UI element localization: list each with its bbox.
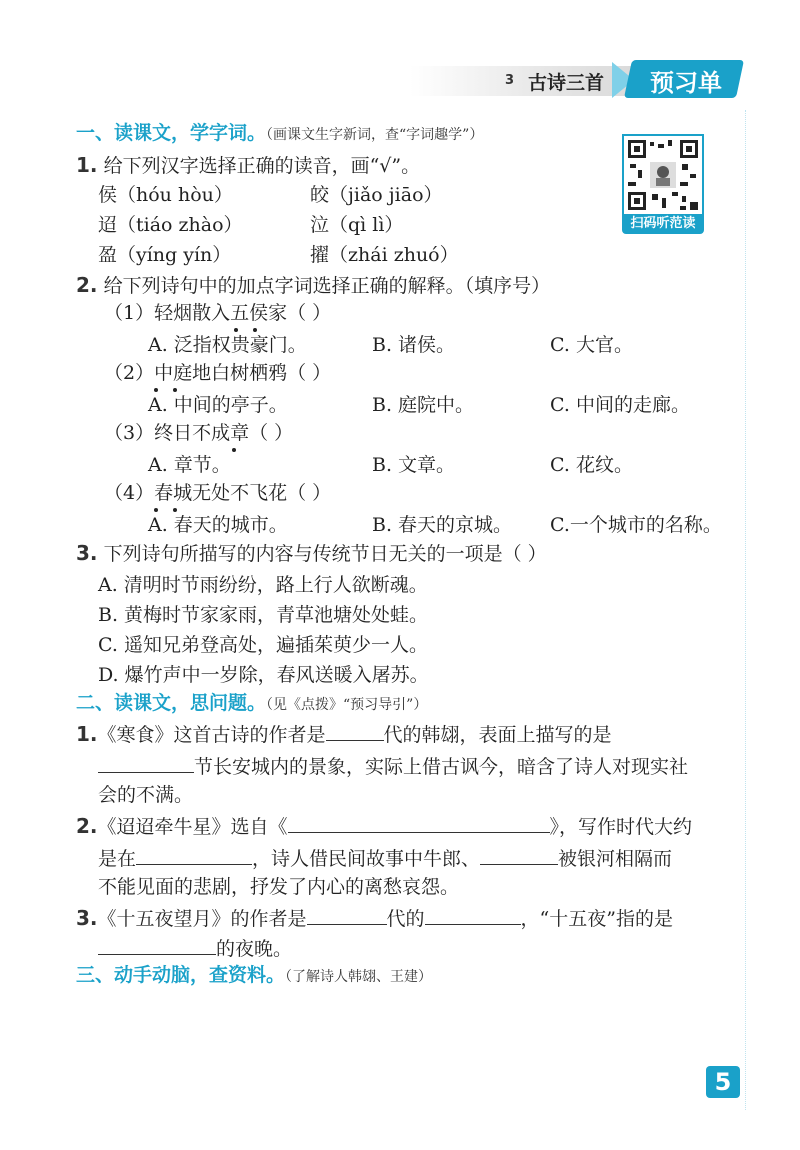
- r2-text: ，诗人借民间故事中牛郎、: [252, 848, 481, 870]
- answer-blank[interactable]: [307, 904, 387, 925]
- q2-option[interactable]: C. 花纹。: [550, 454, 633, 476]
- q1-number: 1.: [76, 153, 98, 177]
- q1-item[interactable]: 侯（hóu hòu）: [98, 184, 233, 206]
- page-number: 5: [706, 1066, 740, 1098]
- q3-line: [76, 540, 547, 567]
- section-2-heading: [76, 690, 427, 718]
- preview-tag-label: 预习单: [650, 69, 722, 97]
- answer-blank[interactable]: [425, 904, 521, 925]
- section-2-note: （见《点拨》“预习导引”）: [266, 697, 428, 713]
- lesson-number: 3: [505, 73, 515, 88]
- q1-item[interactable]: 盈（yíng yín）: [98, 244, 232, 266]
- r1-text: 代的韩翃，表面上描写的是: [383, 724, 612, 746]
- answer-blank[interactable]: [288, 812, 550, 833]
- section-1-note: （画课文生字新词，查“字词趣学”）: [266, 127, 484, 143]
- section-1-heading: [76, 120, 483, 148]
- r2-line-2: [98, 844, 672, 872]
- section-3-heading: [76, 962, 432, 990]
- r3-text: ，“十五夜”指的是: [520, 908, 673, 930]
- r2-text: 》，写作时代大约: [549, 816, 693, 838]
- q2-stem[interactable]: （2）中庭地白树栖鸦（ ）: [104, 362, 332, 384]
- r1-text: 节长安城内的景象，实际上借古讽今，暗含了诗人对现实社: [194, 756, 689, 778]
- r1-line-3: 会的不满。: [98, 784, 194, 806]
- q3-number: 3.: [76, 541, 98, 565]
- r1-text: 《寒食》这首古诗的作者是: [97, 724, 326, 746]
- q2-option[interactable]: A. 春天的城市。: [148, 514, 288, 536]
- qr-label[interactable]: 扫码听范读: [622, 214, 704, 234]
- q2-option[interactable]: B. 春天的京城。: [372, 514, 513, 536]
- q2-option[interactable]: A. 中间的亭子。: [148, 394, 288, 416]
- answer-blank[interactable]: [98, 934, 216, 955]
- answer-blank[interactable]: [326, 720, 384, 741]
- r2-number: 2.: [76, 814, 98, 838]
- r3-line-2: [98, 934, 292, 962]
- q2-option[interactable]: C. 中间的走廊。: [550, 394, 690, 416]
- q2-option[interactable]: B. 诸侯。: [372, 334, 456, 356]
- qr-code[interactable]: [622, 134, 704, 216]
- q2-option[interactable]: A. 泛指权贵豪门。: [148, 334, 307, 356]
- q2-line: [76, 272, 550, 299]
- section-2-title: 二、读课文，思问题。: [76, 692, 267, 714]
- r2-line-3: 不能见面的悲剧，抒发了内心的离愁哀怨。: [98, 876, 460, 898]
- answer-blank[interactable]: [480, 844, 558, 865]
- q2-number: 2.: [76, 273, 98, 297]
- q1-item[interactable]: 擢（zhái zhuó）: [310, 244, 459, 266]
- r2-line-1: [76, 812, 692, 840]
- r1-line-2: [98, 752, 688, 780]
- r3-text: 《十五夜望月》的作者是: [97, 908, 307, 930]
- margin-decoration: [745, 110, 754, 1110]
- q3-option[interactable]: A. 清明时节雨纷纷，路上行人欲断魂。: [98, 574, 428, 596]
- q2-option[interactable]: C.一个城市的名称。: [550, 514, 722, 536]
- r3-number: 3.: [76, 906, 98, 930]
- section-1-title: 一、读课文，学字词。: [76, 122, 267, 144]
- r3-text: 代的: [386, 908, 425, 930]
- q3-option[interactable]: C. 遥知兄弟登高处，遍插茱萸少一人。: [98, 634, 428, 656]
- q2-option[interactable]: C. 大官。: [550, 334, 633, 356]
- r2-text: 被银河相隔而: [558, 848, 673, 870]
- q2-stem[interactable]: （4）春城无处不飞花（ ）: [104, 482, 332, 504]
- r1-number: 1.: [76, 722, 98, 746]
- q3-option[interactable]: B. 黄梅时节家家雨，青草池塘处处蛙。: [98, 604, 429, 626]
- emphasis-dot: [232, 448, 236, 452]
- r2-text: 《迢迢牵牛星》选自《: [97, 816, 288, 838]
- q2-text: 给下列诗句中的加点字词选择正确的解释。（填序号）: [103, 275, 551, 297]
- q3-option[interactable]: D. 爆竹声中一岁除，春风送暖入屠苏。: [98, 664, 429, 686]
- q3-text: 下列诗句所描写的内容与传统节日无关的一项是（ ）: [103, 543, 547, 565]
- q1-text: 给下列汉字选择正确的读音，画“√”。: [103, 155, 421, 177]
- q2-stem[interactable]: （1）轻烟散入五侯家（ ）: [104, 302, 332, 324]
- q2-option[interactable]: A. 章节。: [148, 454, 231, 476]
- q1-item[interactable]: 泣（qì lì）: [310, 214, 404, 236]
- q2-option[interactable]: B. 庭院中。: [372, 394, 475, 416]
- answer-blank[interactable]: [98, 752, 194, 773]
- r2-text: 是在: [98, 848, 137, 870]
- q2-stem[interactable]: （3）终日不成章（ ）: [104, 422, 294, 444]
- header-bar: [410, 66, 640, 96]
- r3-text: 的夜晚。: [216, 938, 293, 960]
- r1-line-1: [76, 720, 612, 748]
- lesson-title: 古诗三首: [528, 72, 605, 94]
- q2-option[interactable]: B. 文章。: [372, 454, 456, 476]
- r3-line-1: [76, 904, 673, 932]
- answer-blank[interactable]: [136, 844, 252, 865]
- section-3-note: （了解诗人韩翃、王建）: [285, 969, 433, 985]
- q1-item[interactable]: 迢（tiáo zhào）: [98, 214, 243, 236]
- section-3-title: 三、动手动脑，查资料。: [76, 964, 286, 986]
- q1-item[interactable]: 皎（jiǎo jiāo）: [310, 184, 443, 206]
- q1-line: [76, 152, 420, 179]
